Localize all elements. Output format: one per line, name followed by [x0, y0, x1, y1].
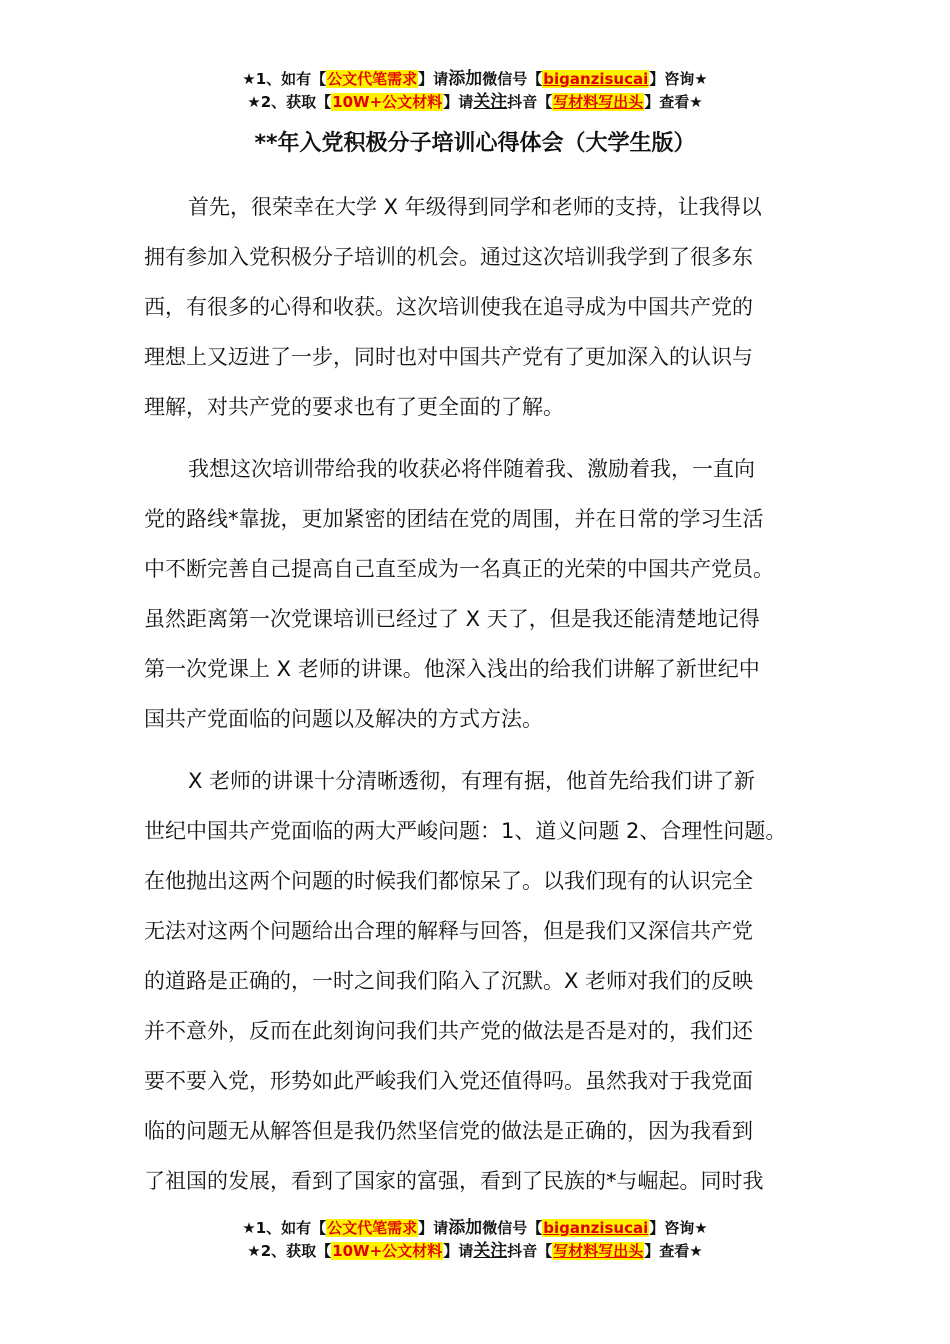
- banner-text: 】请: [418, 70, 449, 88]
- banner-text: 微信号【: [482, 1219, 543, 1237]
- banner-highlight: 公文代笔需求: [327, 1219, 418, 1237]
- banner-text: 】请: [443, 93, 474, 111]
- paragraph-line: X 老师的讲课十分清晰透彻，有理有据，他首先给我们讲了新: [188, 769, 756, 793]
- banner-wechat-id: biganzisucai: [543, 70, 649, 88]
- document-title: **年入党积极分子培训心得体会（大学生版）: [254, 131, 696, 156]
- paragraph-line: 在他抛出这两个问题的时候我们都惊呆了。以我们现有的认识完全: [144, 869, 753, 893]
- paragraph-line: 理解，对共产党的要求也有了更全面的了解。: [144, 395, 564, 419]
- banner-douyin-id: 写材料写出头: [553, 93, 644, 111]
- banner-line-2: [0, 1240, 950, 1263]
- banner-text: 抖音【: [507, 1242, 553, 1260]
- banner-highlight: 10W+公文材料: [332, 1242, 443, 1260]
- paragraph-line: 首先，很荣幸在大学 X 年级得到同学和老师的支持，让我得以: [188, 195, 762, 219]
- paragraph-line: 的道路是正确的，一时之间我们陷入了沉默。X 老师对我们的反映: [144, 969, 754, 993]
- paragraph-line: 第一次党课上 X 老师的讲课。他深入浅出的给我们讲解了新世纪中: [144, 657, 760, 681]
- paragraph-line: 世纪中国共产党面临的两大严峻问题：1、道义问题 2、合理性问题。: [144, 819, 787, 843]
- paragraph-2: [144, 444, 816, 744]
- paragraph-3: [144, 756, 816, 1206]
- paragraph-line: 虽然距离第一次党课培训已经过了 X 天了，但是我还能清楚地记得: [144, 607, 760, 631]
- paragraph-line: 要不要入党，形势如此严峻我们入党还值得吗。虽然我对于我党面: [144, 1069, 753, 1093]
- banner-text: 】查看★: [644, 93, 703, 111]
- banner-wechat-id: biganzisucai: [543, 1219, 649, 1237]
- paragraph-line: 无法对这两个问题给出合理的解释与回答，但是我们又深信共产党: [144, 919, 753, 943]
- paragraph-line: 国共产党面临的问题以及解决的方式方法。: [144, 707, 543, 731]
- banner-text: ★1、如有【: [242, 70, 327, 88]
- banner-text: 】查看★: [644, 1242, 703, 1260]
- paragraph-line: 西，有很多的心得和收获。这次培训使我在追寻成为中国共产党的: [144, 295, 753, 319]
- paragraph-line: 党的路线*靠拢，更加紧密的团结在党的周围，并在日常的学习生活: [144, 507, 764, 531]
- banner-emphasis: 添加: [448, 1218, 483, 1238]
- document-body: [144, 182, 816, 1218]
- paragraph-line: 临的问题无从解答但是我仍然坚信党的做法是正确的，因为我看到: [144, 1119, 753, 1143]
- banner-text: 】咨询★: [649, 70, 708, 88]
- banner-text: 】请: [418, 1219, 449, 1237]
- paragraph-line: 并不意外，反而在此刻询问我们共产党的做法是否是对的，我们还: [144, 1019, 753, 1043]
- paragraph-line: 了祖国的发展，看到了国家的富强，看到了民族的*与崛起。同时我: [144, 1169, 764, 1193]
- paragraph-1: [144, 182, 816, 432]
- banner-text: 抖音【: [507, 93, 553, 111]
- banner-highlight: 公文代笔需求: [327, 70, 418, 88]
- banner-emphasis: 关注: [473, 1241, 508, 1261]
- banner-line-1: [0, 68, 950, 91]
- banner-emphasis: 关注: [473, 92, 508, 112]
- paragraph-line: 我想这次培训带给我的收获必将伴随着我、激励着我，一直向: [188, 457, 755, 481]
- top-banner: [0, 68, 950, 114]
- banner-douyin-id: 写材料写出头: [553, 1242, 644, 1260]
- banner-text: ★2、获取【: [247, 1242, 332, 1260]
- banner-highlight: 10W+公文材料: [332, 93, 443, 111]
- banner-emphasis: 添加: [448, 69, 483, 89]
- banner-text: 】请: [443, 1242, 474, 1260]
- banner-line-1: [0, 1217, 950, 1240]
- paragraph-line: 中不断完善自己提高自己直至成为一名真正的光荣的中国共产党员。: [144, 557, 774, 581]
- paragraph-line: 拥有参加入党积极分子培训的机会。通过这次培训我学到了很多东: [144, 245, 753, 269]
- banner-text: ★1、如有【: [242, 1219, 327, 1237]
- banner-text: 】咨询★: [649, 1219, 708, 1237]
- banner-text: ★2、获取【: [247, 93, 332, 111]
- banner-text: 微信号【: [482, 70, 543, 88]
- bottom-banner: [0, 1217, 950, 1263]
- banner-line-2: [0, 91, 950, 114]
- paragraph-line: 理想上又迈进了一步，同时也对中国共产党有了更加深入的认识与: [144, 345, 753, 369]
